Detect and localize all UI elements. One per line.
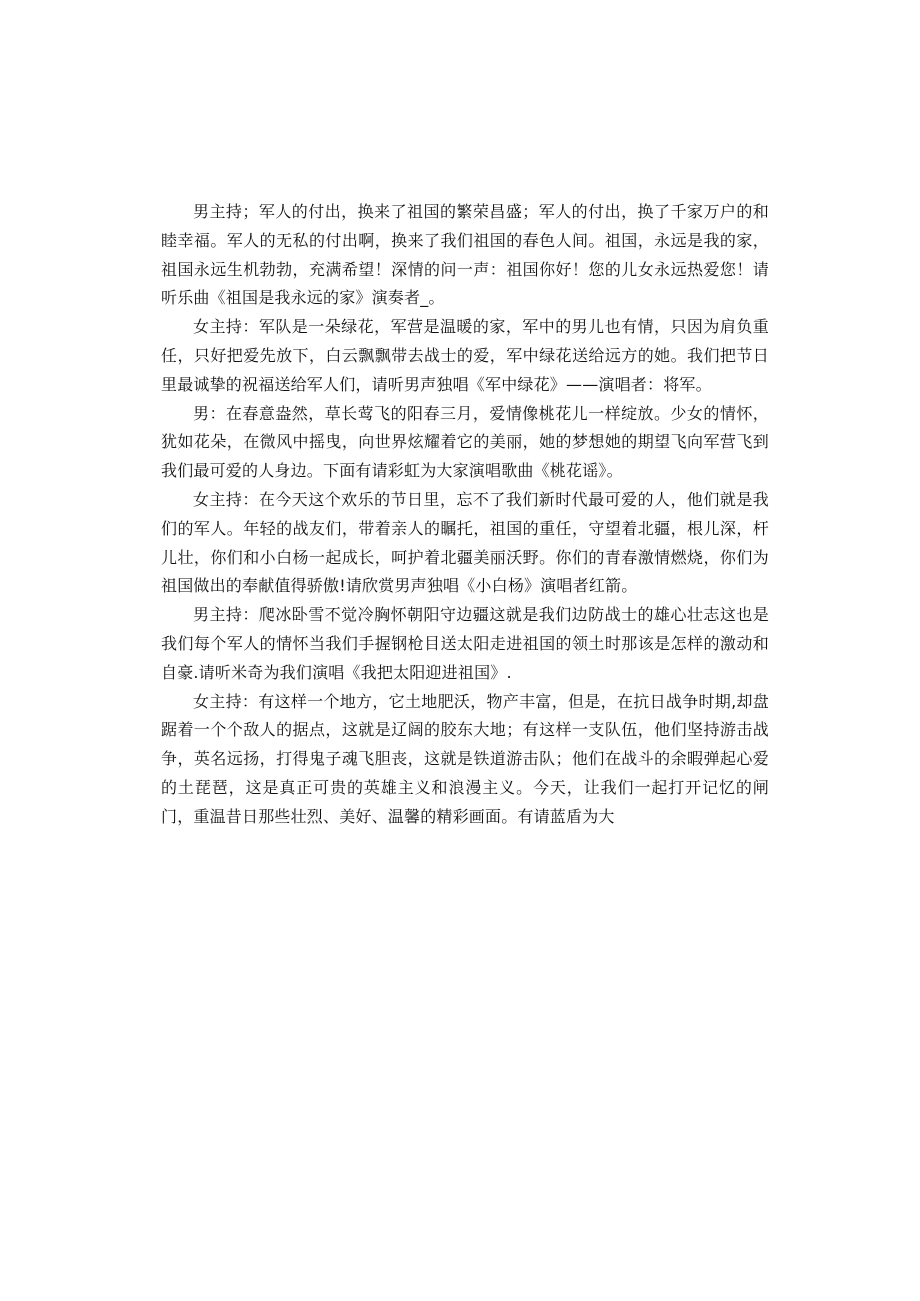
paragraph-male-host-1: 男主持；军人的付出，换来了祖国的繁荣昌盛；军人的付出，换了千家万户的和睦幸福。军人的无私的付出啊，换来了我们祖国的春色人间。祖国，永远是我的家，祖国永远生机勃勃，充满希望！深情的问一声：祖国你好！您的儿女永远热爱您！请听乐曲《祖国是我永远的家》演奏者_。 [161,202,769,308]
paragraph-male-2: 男：在春意盎然，草长莺飞的阳春三月，爱情像桃花儿一样绽放。少女的情怀，犹如花朵，在微风中摇曳，向世界炫耀着它的美丽，她的梦想她的期望飞向军营飞到我们最可爱的人身边。下面有请彩虹为大家演唱歌曲《桃花谣》。 [161,403,769,481]
paragraph-female-host-3: 女主持：有这样一个地方，它土地肥沃，物产丰富，但是，在抗日战争时期,却盘踞着一个个敌人的据点，这就是辽阔的胶东大地；有这样一支队伍，他们坚持游击战争，英名远扬，打得鬼子魂飞胆丧，这就是铁道游击队；他们在战斗的余暇弹起心爱的土琵琶，这是真正可贵的英雄主义和浪漫主义。今天，让我们一起打开记忆的闸门，重温昔日那些壮烈、美好、温馨的精彩画面。有请蓝盾为大 [161,691,769,826]
paragraph-female-host-1: 女主持：军队是一朵绿花，军营是温暖的家，军中的男儿也有情，只因为肩负重任，只好把爱先放下，白云飘飘带去战士的爱，军中绿花送给远方的她。我们把节日里最诚挚的祝福送给军人们，请听男声独唱《军中绿花》——演唱者：将军。 [161,317,769,394]
document-body [161,198,769,832]
paragraph-male-host-3: 男主持：爬冰卧雪不觉冷胸怀朝阳守边疆这就是我们边防战士的雄心壮志这也是我们每个军人的情怀当我们手握钢枪目送太阳走进祖国的领土时那该是怎样的激动和自豪.请听米奇为我们演唱《我把太阳迎进祖国》. [161,605,769,682]
paragraph-female-host-2: 女主持：在今天这个欢乐的节日里，忘不了我们新时代最可爱的人，他们就是我们的军人。年轻的战友们，带着亲人的瞩托，祖国的重任，守望着北疆，根儿深，杆儿壮，你们和小白杨一起成长，呵护着北疆美丽沃野。你们的青春激情燃烧，你们为祖国做出的奉献值得骄傲!请欣赏男声独唱《小白杨》演唱者红箭。 [161,489,769,596]
